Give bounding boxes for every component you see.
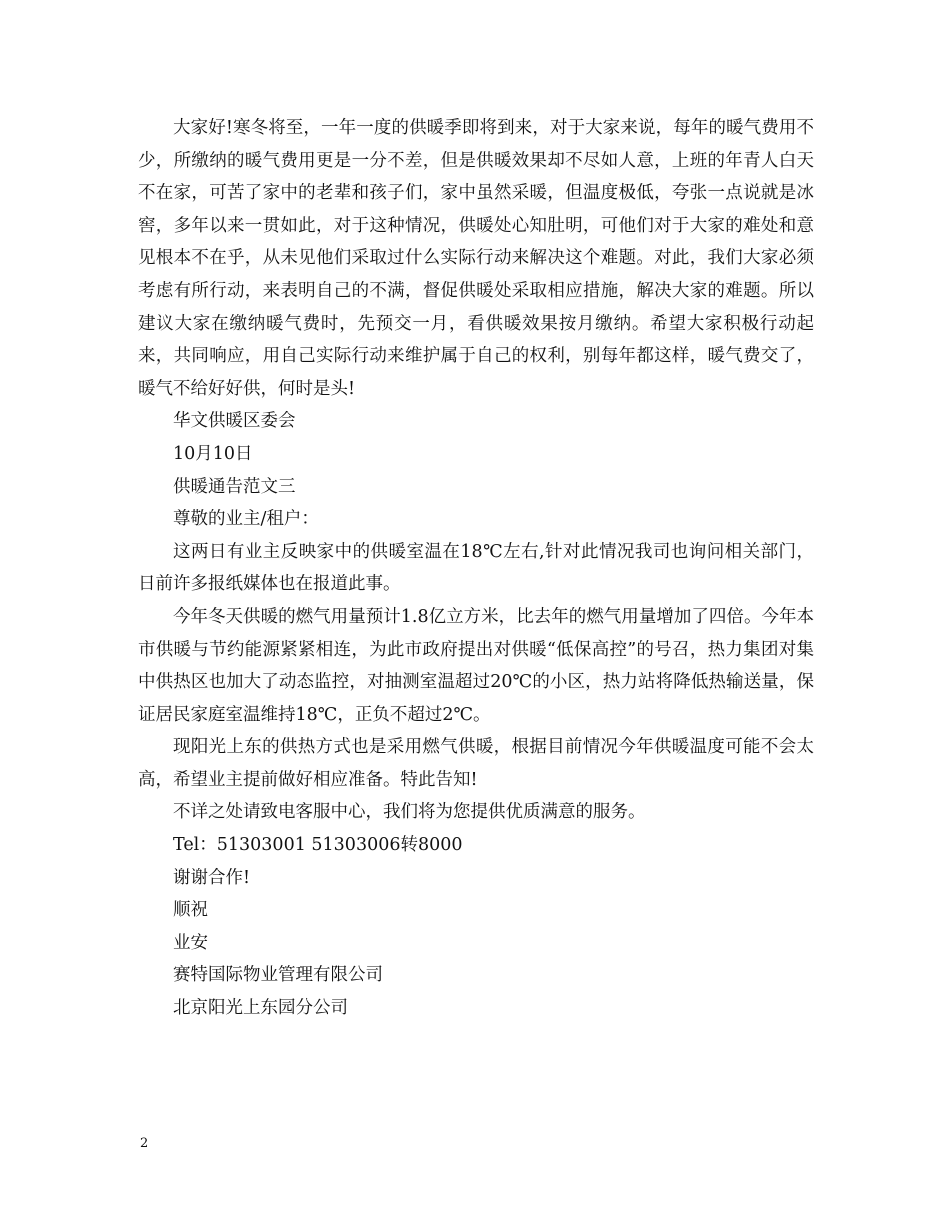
salutation: 尊敬的业主/租户：	[173, 509, 319, 530]
signature-date: 10月10日	[173, 443, 253, 464]
page-number: 2	[140, 1136, 149, 1151]
contact-telephone: Tel：51303001 51303006转8000	[173, 835, 463, 856]
section-title: 供暖通告范文三	[173, 476, 296, 497]
paragraph-room-temperature: 这两日有业主反映家中的供暖室温在18℃左右,针对此情况我司也询问相关部门，日前许多报纸媒体也在报道此事。	[138, 541, 814, 595]
paragraph-gas-usage: 今年冬天供暖的燃气用量预计1.8亿立方米，比去年的燃气用量增加了四倍。今年本市供暖与节约能源紧紧相连，为此市政府提出对供暖“低保高控”的号召，热力集团对集中供热区也加大了动态监控，对抽测室温超过20℃的小区，热力站将降低热输送量，保证居民家庭室温维持18℃，正负不超过2℃。	[138, 606, 814, 725]
paragraph-customer-service: 不详之处请致电客服中心，我们将为您提供优质满意的服务。	[173, 802, 646, 823]
signature-branch: 北京阳光上东园分公司	[173, 998, 348, 1019]
closing-wish: 顺祝	[173, 900, 208, 921]
document-body	[138, 112, 814, 1025]
paragraph-heating-method: 现阳光上东的供热方式也是采用燃气供暖，根据目前情况今年供暖温度可能不会太高，希望业主提前做好相应准备。特此告知!	[138, 737, 814, 790]
thanks-line: 谢谢合作!	[173, 867, 251, 888]
signature-company: 赛特国际物业管理有限公司	[173, 965, 383, 986]
signature-committee: 华文供暖区委会	[173, 411, 296, 432]
paragraph-heating-complaint: 大家好!寒冬将至，一年一度的供暖季即将到来，对于大家来说，每年的暖气费用不少，所缴纳的暖气费用更是一分不差，但是供暖效果却不尽如人意，上班的年青人白天不在家，可苦了家中的老辈和孩子们，家中虽然采暖，但温度极低，夸张一点说就是冰窖，多年以来一贯如此，对于这种情况，供暖处心知肚明，可他们对于大家的难处和意见根本不在乎，从未见他们采取过什么实际行动来解决这个难题。对此，我们大家必须考虑有所行动，来表明自己的不满，督促供暖处采取相应措施，解决大家的难题。所以建议大家在缴纳暖气费时，先预交一月，看供暖效果按月缴纳。希望大家积极行动起来，共同响应，用自己实际行动来维护属于自己的权利，别每年都这样，暖气费交了，暖气不给好好供，何时是头!	[138, 118, 814, 399]
closing-blessing: 业安	[173, 932, 208, 953]
